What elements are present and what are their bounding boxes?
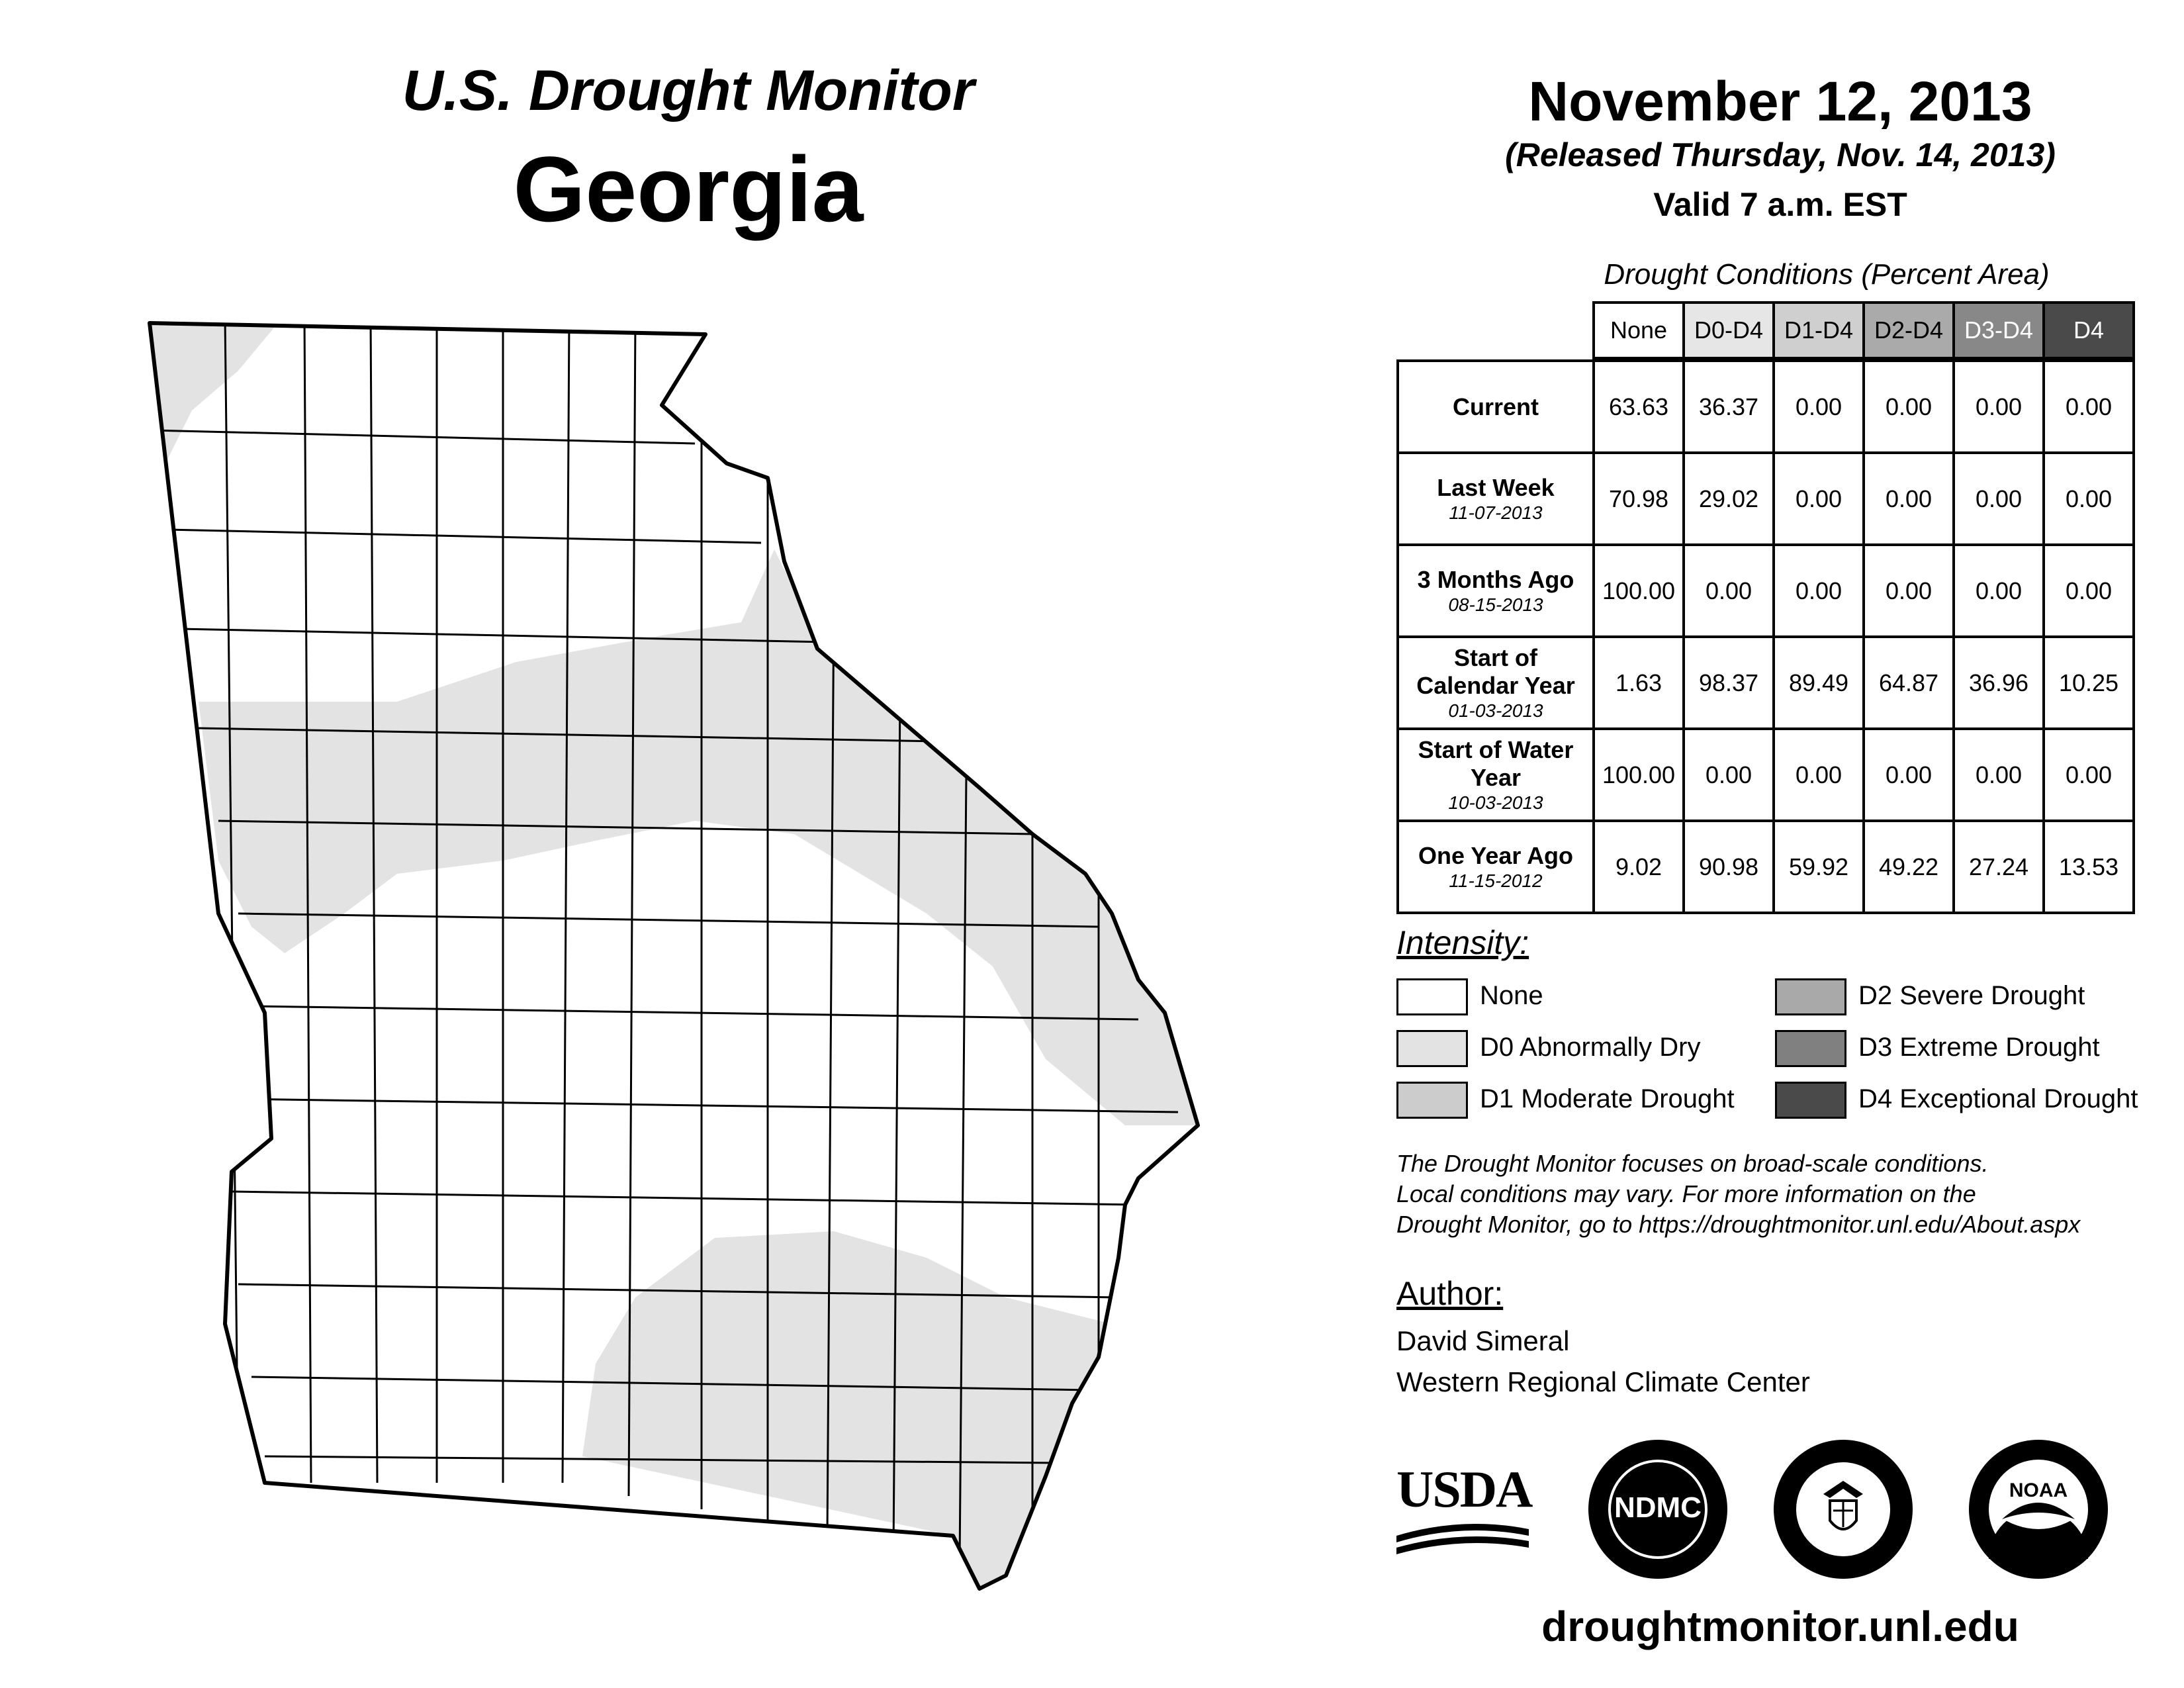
note-line-2: Local conditions may vary. For more information on the (1396, 1180, 1976, 1207)
table-cell: 0.00 (2044, 453, 2134, 545)
row-label (1398, 821, 1594, 913)
table-row (1398, 545, 2134, 637)
col-header-none: None (1594, 303, 1684, 358)
table-cell: 90.98 (1684, 821, 1774, 913)
table-cell: 27.24 (1954, 821, 2044, 913)
author-org: Western Regional Climate Center (1396, 1366, 1810, 1397)
table-row (1398, 361, 2134, 453)
table-cell: 49.22 (1864, 821, 1954, 913)
legend-swatch (1396, 1030, 1468, 1067)
table-cell: 64.87 (1864, 637, 1954, 729)
legend-label: D2 Severe Drought (1858, 981, 2085, 1010)
table-cell: 0.00 (1954, 361, 2044, 453)
table-cell: 0.00 (2044, 545, 2134, 637)
table-cell: 10.25 (2044, 637, 2134, 729)
col-header-d0-d4: D0-D4 (1684, 303, 1774, 358)
row-label (1398, 545, 1594, 637)
drought-conditions-table (1396, 301, 2135, 914)
valid-time: Valid 7 a.m. EST (1653, 186, 1907, 223)
table-cell: 9.02 (1594, 821, 1684, 913)
row-date: 01-03-2013 (1448, 700, 1543, 721)
row-label-text: One Year Ago (1418, 841, 1574, 869)
legend-label: D4 Exceptional Drought (1858, 1084, 2138, 1113)
row-label-text: Last Week (1437, 473, 1555, 501)
disclaimer-note (1396, 1149, 2080, 1240)
legend-swatch (1396, 978, 1468, 1015)
legend-swatch (1775, 978, 1846, 1015)
table-caption: Drought Conditions (Percent Area) (1604, 258, 2050, 291)
legend-label: None (1480, 981, 1543, 1010)
table-cell: 0.00 (2044, 729, 2134, 821)
usda-hills-icon (1396, 1516, 1529, 1556)
table-cell: 0.00 (1774, 729, 1864, 821)
table-cell: 0.00 (1774, 545, 1864, 637)
intensity-heading: Intensity: (1396, 924, 1529, 961)
row-label-text: 3 Months Ago (1417, 565, 1574, 593)
table-cell: 36.96 (1954, 637, 2044, 729)
table-cell: 0.00 (1864, 453, 1954, 545)
row-date: 08-15-2013 (1448, 594, 1543, 615)
map-title: U.S. Drought Monitor (402, 59, 975, 122)
table-row (1398, 821, 2134, 913)
ndmc-logo-text: NDMC (1614, 1491, 1702, 1524)
footer-url[interactable]: droughtmonitor.unl.edu (1541, 1603, 2019, 1650)
legend-swatch (1775, 1082, 1846, 1119)
table-cell: 36.37 (1684, 361, 1774, 453)
row-date: 11-07-2013 (1449, 502, 1543, 523)
table-cell: 13.53 (2044, 821, 2134, 913)
table-cell: 0.00 (1684, 729, 1774, 821)
ndmc-logo (1588, 1440, 1727, 1579)
georgia-drought-map (132, 305, 1257, 1615)
legend-label: D1 Moderate Drought (1480, 1084, 1735, 1113)
row-label-text: Start of Calendar Year (1416, 643, 1575, 699)
note-line-3: Drought Monitor, go to https://droughtmonitor.unl.edu/About.aspx (1396, 1211, 2081, 1238)
noaa-logo (1969, 1440, 2108, 1579)
commerce-logo (1774, 1440, 1913, 1579)
author-heading: Author: (1396, 1275, 1504, 1312)
usda-logo (1396, 1460, 1532, 1556)
row-label-text: Current (1452, 393, 1539, 420)
legend-label: D3 Extreme Drought (1858, 1033, 2100, 1062)
row-label (1398, 637, 1594, 729)
col-header-d2-d4: D2-D4 (1864, 303, 1954, 358)
noaa-bird-icon (1989, 1460, 2088, 1559)
author-name: David Simeral (1396, 1325, 1570, 1356)
table-header-row (1398, 303, 2134, 358)
eagle-shield-icon (1820, 1481, 1866, 1538)
table-cell: 63.63 (1594, 361, 1684, 453)
table-cell: 29.02 (1684, 453, 1774, 545)
table-cell: 0.00 (2044, 361, 2134, 453)
table-cell: 1.63 (1594, 637, 1684, 729)
row-label (1398, 729, 1594, 821)
table-cell: 59.92 (1774, 821, 1864, 913)
table-cell: 0.00 (1954, 545, 2044, 637)
legend-swatch (1396, 1082, 1468, 1119)
table-cell: 98.37 (1684, 637, 1774, 729)
row-date: 11-15-2012 (1449, 870, 1543, 891)
table-cell: 0.00 (1864, 545, 1954, 637)
col-header-d3-d4: D3-D4 (1954, 303, 2044, 358)
legend-swatch (1775, 1030, 1846, 1067)
row-date: 10-03-2013 (1448, 792, 1543, 813)
table-cell: 100.00 (1594, 545, 1684, 637)
state-name: Georgia (513, 137, 864, 241)
map-date: November 12, 2013 (1528, 70, 2032, 132)
table-cell: 0.00 (1954, 729, 2044, 821)
legend-label: D0 Abnormally Dry (1480, 1033, 1701, 1062)
table-cell: 0.00 (1864, 361, 1954, 453)
row-label (1398, 453, 1594, 545)
table-cell: 0.00 (1774, 361, 1864, 453)
table-row (1398, 453, 2134, 545)
col-header-d1-d4: D1-D4 (1774, 303, 1864, 358)
table-cell: 0.00 (1864, 729, 1954, 821)
row-label-text: Start of Water Year (1418, 735, 1574, 791)
table-row (1398, 729, 2134, 821)
table-cell: 0.00 (1684, 545, 1774, 637)
note-line-1: The Drought Monitor focuses on broad-scale conditions. (1396, 1150, 1989, 1177)
noaa-logo-text: NOAA (2009, 1479, 2068, 1501)
table-row (1398, 637, 2134, 729)
table-cell: 89.49 (1774, 637, 1864, 729)
release-date: (Released Thursday, Nov. 14, 2013) (1505, 136, 2056, 173)
table-cell: 0.00 (1774, 453, 1864, 545)
table-corner (1398, 303, 1594, 358)
table-cell: 0.00 (1954, 453, 2044, 545)
table-cell: 100.00 (1594, 729, 1684, 821)
row-label (1398, 361, 1594, 453)
col-header-d4: D4 (2044, 303, 2134, 358)
table-cell: 70.98 (1594, 453, 1684, 545)
usda-logo-text: USDA (1396, 1460, 1532, 1518)
